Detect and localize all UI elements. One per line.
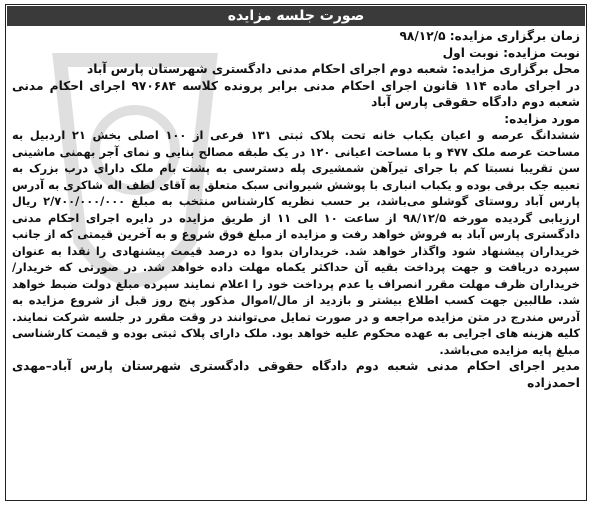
notice-content: [12, 28, 580, 498]
subject-label: مورد مزایده:: [504, 111, 580, 126]
notice-title: صورت جلسه مزایده: [7, 6, 585, 26]
auction-round: نوبت مزایده: نوبت اول: [442, 45, 580, 60]
case-reference: در اجرای ماده ۱۱۴ قانون اجرای احکام مدنی برابر پرونده کلاسه ۹۷۰۶۸۴ اجرای احکام مدنی شعبه دوم دادگاه حقوقی پارس آباد: [12, 78, 580, 109]
auction-details-paragraph: ششدانگ عرصه و اعیان یکباب خانه تحت پلاک ثبتی ۱۳۱ فرعی از ۱۰۰ اصلی بخش ۲۱ اردبیل به مساحت عرصه ملک ۴۷۷ و با مساحت اعیانی ۱۲۰ در یک طبقه مصالح بنایی و نمای آجر بهمنی ماشینی سن تقریبا نسبتا کم با جرای تیرآهن شمشیری پله دسترسی به پشت بام ملک دارای درب بزرک به تعبیه جک برقی بوده و یکباب انباری با پوشش شیروانی سبک متعلق به آقای لطف اله شاکری به آدرس پارس آباد روستای گوشلو می‌باشد، بر حسب نظریه کارشناس منتخب به مبلغ ۲/۷۰۰/۰۰۰/۰۰۰ ریال ارزیابی گردیده مورخه ۹۸/۱۲/۵ از ساعت ۱۰ الی ۱۱ از طریق مزایده در دایره اجرای احکام مدنی دادگستری پارس آباد به فروش خواهد رفت و مزایده از مبلغ فوق شروع و به آخرین قیمتی که از جانب خریداران پیشنهاد شود واگذار خواهد شد. خریداران بدوا ده درصد قیمت پیشنهادی را نقدا به عنوان سپرده دریافت و جهت پرداخت بقیه آن حداکثر یکماه مهلت داده خواهد شد. در صورتی که خریدار/خریداران ظرف مهلت مقرر انصراف یا عدم پرداخت خود را اعلام نمایند سپرده مبلغ دولت ضبط خواهد شد. طالبین جهت کسب اطلاع بیشتر و بازدید از مال/اموال مذکور پنج روز قبل از شروع مزایده به آدرس مندرج در متن مزایده مراجعه و در صورت تمایل می‌توانند در وقت مقرر در جلسه شرکت نمایند. کلیه هزینه های اجرایی به عهده محکوم علیه خواهد بود. ملک دارای پلاک ثبتی بوده و قیمت کارشناسی مبلغ پایه مزایده می‌باشد.: [12, 128, 580, 357]
auction-place: محل برگزاری مزایده: شعبه دوم اجرای احکام مدنی دادگستری شهرستان پارس آباد: [86, 62, 580, 76]
auction-date: زمان برگزاری مزایده: ۹۸/۱۲/۵: [399, 29, 580, 43]
signature-line: مدیر اجرای احکام مدنی شعبه دوم دادگاه حقوقی دادگستری شهرستان پارس آباد–مهدی احمدزاده: [12, 359, 580, 390]
